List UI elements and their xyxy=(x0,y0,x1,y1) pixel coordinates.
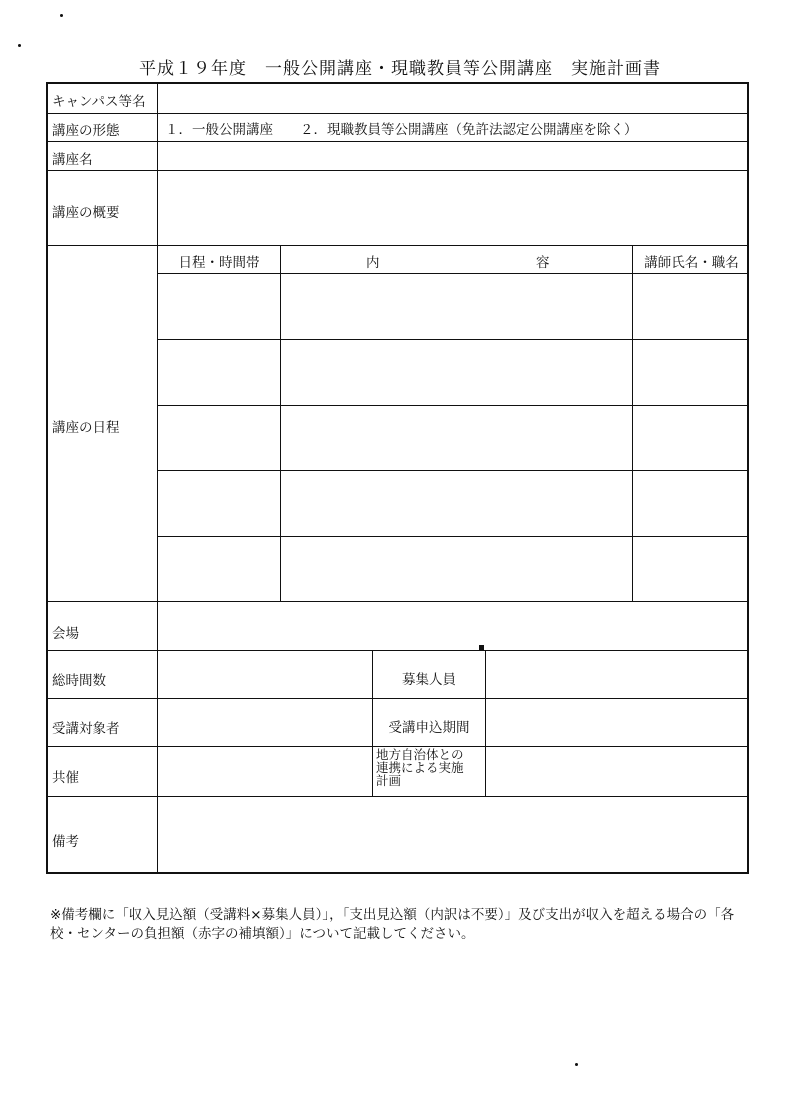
row-divider xyxy=(48,170,749,171)
row-divider xyxy=(48,601,749,602)
local-gov-label: 地方自治体との 連携による実施 計画 xyxy=(376,747,464,788)
campus-label: キャンパス等名 xyxy=(52,94,146,110)
footnote: ※備考欄に「収入見込額（受講料×募集人員）」，「支出見込額（内訳は不要）」及び支出が収入を超える場合の「各校・センターの負担額（赤字の補填額）」について記載してください。 xyxy=(50,907,735,942)
recruit-count-label: 募集人員 xyxy=(402,672,456,688)
schedule-row-divider xyxy=(157,405,749,406)
schedule-header-divider xyxy=(157,273,749,274)
course-name-field[interactable] xyxy=(159,143,747,169)
schedule-row-divider xyxy=(157,536,749,537)
row-divider xyxy=(48,245,749,246)
plan-form xyxy=(46,82,749,874)
scan-speck xyxy=(18,44,21,47)
campus-field[interactable] xyxy=(159,85,747,112)
label-column-divider xyxy=(157,84,158,874)
venue-label: 会場 xyxy=(52,626,79,642)
mid-column-divider xyxy=(485,650,486,796)
ink-mark xyxy=(479,645,484,650)
overview-label: 講座の概要 xyxy=(52,205,120,221)
course-name-label: 講座名 xyxy=(52,152,93,168)
cosponsor-label: 共催 xyxy=(52,770,79,786)
schedule-col-divider xyxy=(280,245,281,601)
mid-column-divider xyxy=(372,650,373,796)
schedule-header-content-1: 内 xyxy=(366,255,380,271)
schedule-label: 講座の日程 xyxy=(52,420,120,436)
schedule-header-lecturer: 講師氏名・職名 xyxy=(644,255,739,271)
schedule-header-datetime: 日程・時間帯 xyxy=(178,255,260,271)
total-hours-label: 総時間数 xyxy=(52,673,106,689)
target-label: 受講対象者 xyxy=(52,721,120,737)
schedule-header-content-2: 容 xyxy=(536,255,550,271)
format-options[interactable]: １．一般公開講座 ２．現職教員等公開講座（免許法認定公開講座を除く） xyxy=(165,122,638,138)
scan-speck xyxy=(60,14,63,17)
apply-period-label: 受講申込期間 xyxy=(388,720,470,736)
overview-field[interactable] xyxy=(159,172,747,244)
page-title: 平成１９年度 一般公開講座・現職教員等公開講座 実施計画書 xyxy=(139,59,661,79)
row-divider xyxy=(48,113,749,114)
row-divider xyxy=(48,650,749,651)
row-divider xyxy=(48,141,749,142)
scan-speck xyxy=(575,1063,578,1066)
schedule-row-divider xyxy=(157,470,749,471)
schedule-col-divider xyxy=(632,245,633,601)
venue-field[interactable] xyxy=(159,603,747,649)
format-label: 講座の形態 xyxy=(52,123,120,139)
remarks-label: 備考 xyxy=(52,834,79,850)
schedule-row-divider xyxy=(157,339,749,340)
row-divider xyxy=(48,796,749,797)
row-divider xyxy=(48,698,749,699)
remarks-field[interactable] xyxy=(159,798,747,873)
